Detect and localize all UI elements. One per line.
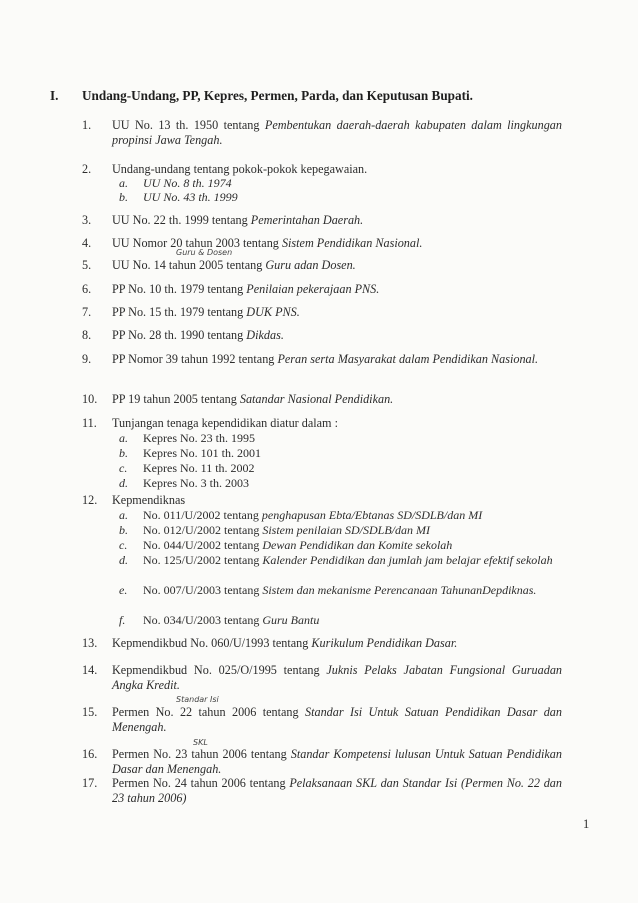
page-number: 1 xyxy=(583,817,590,831)
handwritten-note: SKL xyxy=(193,738,208,747)
handwritten-note: Standar Isi xyxy=(176,695,219,704)
item-number: 1. xyxy=(82,118,92,132)
section-number: I. xyxy=(50,88,59,103)
section-title: Undang-Undang, PP, Kepres, Permen, Parda, dan Keputusan Bupati. xyxy=(82,88,473,103)
document-page: I. Undang-Undang, PP, Kepres, Permen, Parda, dan Keputusan Bupati. 1. UU No. 13 th. 1950 tentang Pembentukan daerah-daerah kabupaten dalam lingkungan propinsi Jawa Tengah. 2. Undang-undang tentang pokok-pokok kepegawaian. a. UU No. 8 th. 1974 b. UU No. 43 th. 1999 3. UU No. 22 th. 1999 tentang Pemerintahan Daerah. 4. UU Nomor 20 tahun 2003 tentang Sistem Pendidikan Nasional. Guru & Dosen 5. UU No. 14 tahun 2005 tentang Guru adan Dosen. 6. PP No. 10 th. 1979 tentang Penilaian pekerajaan PNS. 7. PP No. 15 th. 1979 tentang DUK PNS. 8. PP No. 28 th. 1990 tentang Dikdas. 9. PP Nomor 39 tahun 1992 tentang Peran serta Masyarakat dalam Pendidikan Nasional. 10. PP 19 tahun 2005 tentang Satandar Nasional Pendidikan. 11. Tunjangan tenaga kependidikan diatur dalam : a. Kepres No. 23 th. 1995 b. Kepres No. 101 th. 2001 c. Kepres No. 11 th. 2002 d. Kepres No. 3 th. 2003 12. Kepmendiknas a. No. 011/U/2002 tentang penghapusan Ebta/Ebtanas SD/SDLB/dan MI b. No. 012/U/2002 tentang Sistem penilaian SD/SDLB/dan MI c. No. 044/U/2002 tentang Dewan Pendidikan dan Komite sekolah d. No. 125/U/2002 tentang Kalender Pendidikan dan jumlah jam belajar efektif sekolah e. No. 007/U/2003 tentang Sistem dan mekanisme Perencanaan TahunanDepdiknas. f. No. 034/U/2003 tentang Guru Bantu 13. Kepmendikbud No. 060/U/1993 tentang Kurikulum Pendidikan Dasar. 14. Kepmendikbud No. 025/O/1995 tentang Juknis Pelaks Jabatan Fungsional Guruadan Angka Kredit. Standar Isi 15. Permen No. 22 tahun 2006 tentang Standar Isi Untuk Satuan Pendidikan Dasar dan Menengah. SKL 16. Permen No. 23 tahun 2006 tentang Standar Kompetensi lulusan Untuk Satuan Pendidikan Dasar dan Menengah. 17. Permen No. 24 tahun 2006 tentang Pelaksanaan SKL dan Standar Isi (Permen No. 22 dan 23 tahun 2006) 1 xyxy=(50,88,590,831)
item-number: 2. xyxy=(82,162,92,176)
item-text: UU No. 13 th. 1950 tentang Pembentukan daerah-daerah kabupaten dalam lingkungan propinsi Jawa Tengah. xyxy=(112,118,562,147)
item-text: Undang-undang tentang pokok-pokok kepegawaian. xyxy=(112,162,368,176)
handwritten-note: Guru & Dosen xyxy=(176,248,233,257)
